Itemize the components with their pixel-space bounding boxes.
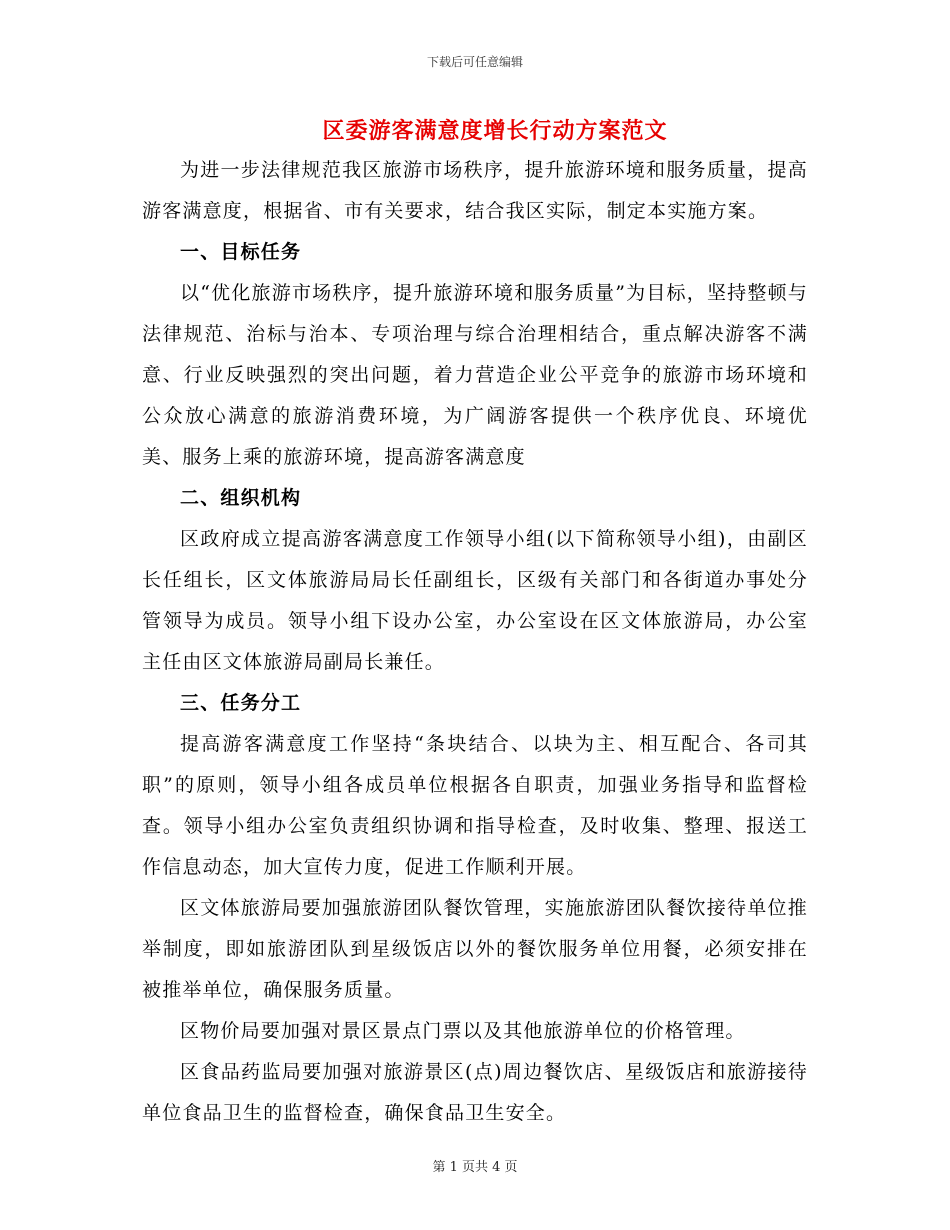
section-paragraph: 区政府成立提高游客满意度工作领导小组(以下简称领导小组)，由副区长任组长，区文体旅游局局长任副组长，区级有关部门和各街道办事处分管领导为成员。领导小组下设办公室，办公室设在区文体旅游局，办公室主任由区文体旅游局副局长兼任。: [142, 528, 808, 673]
header-note: 下载后可任意编辑: [426, 55, 523, 69]
section-paragraph: 以“优化旅游市场秩序，提升旅游环境和服务质量”为目标，坚持整顿与法律规范、治标与治本、专项治理与综合治理相结合，重点解决游客不满意、行业反映强烈的突出问题，着力营造企业公平竞争的旅游市场环境和公众放心满意的旅游消费环境，为广阔游客提供一个秩序优良、环境优美、服务上乘的旅游环境，提高游客满意度: [142, 282, 808, 468]
section-heading-tasks: 三、任务分工: [180, 692, 302, 714]
section-heading-goals: 一、目标任务: [180, 241, 302, 263]
document-body: [142, 150, 808, 1134]
document-title: 区委游客满意度增长行动方案范文: [322, 119, 668, 144]
intro-paragraph: 为进一步法律规范我区旅游市场秩序，提升旅游环境和服务质量，提高游客满意度，根据省、市有关要求，结合我区实际，制定本实施方案。: [142, 159, 808, 222]
section-paragraph: 提高游客满意度工作坚持“条块结合、以块为主、相互配合、各司其职”的原则，领导小组各成员单位根据各自职责，加强业务指导和监督检查。领导小组办公室负责组织协调和指导检查，及时收集、整理、报送工作信息动态，加大宣传力度，促进工作顺利开展。: [142, 733, 808, 878]
page-number: 第 1 页共 4 页: [432, 1160, 518, 1175]
section-paragraph: 区食品药监局要加强对旅游景区(点)周边餐饮店、星级饭店和旅游接待单位食品卫生的监督检查，确保食品卫生安全。: [142, 1061, 808, 1124]
section-paragraph: 区文体旅游局要加强旅游团队餐饮管理，实施旅游团队餐饮接待单位推举制度，即如旅游团队到星级饭店以外的餐饮服务单位用餐，必须安排在被推举单位，确保服务质量。: [142, 897, 808, 1001]
section-heading-organization: 二、组织机构: [180, 487, 302, 509]
section-paragraph: 区物价局要加强对景区景点门票以及其他旅游单位的价格管理。: [180, 1020, 746, 1042]
